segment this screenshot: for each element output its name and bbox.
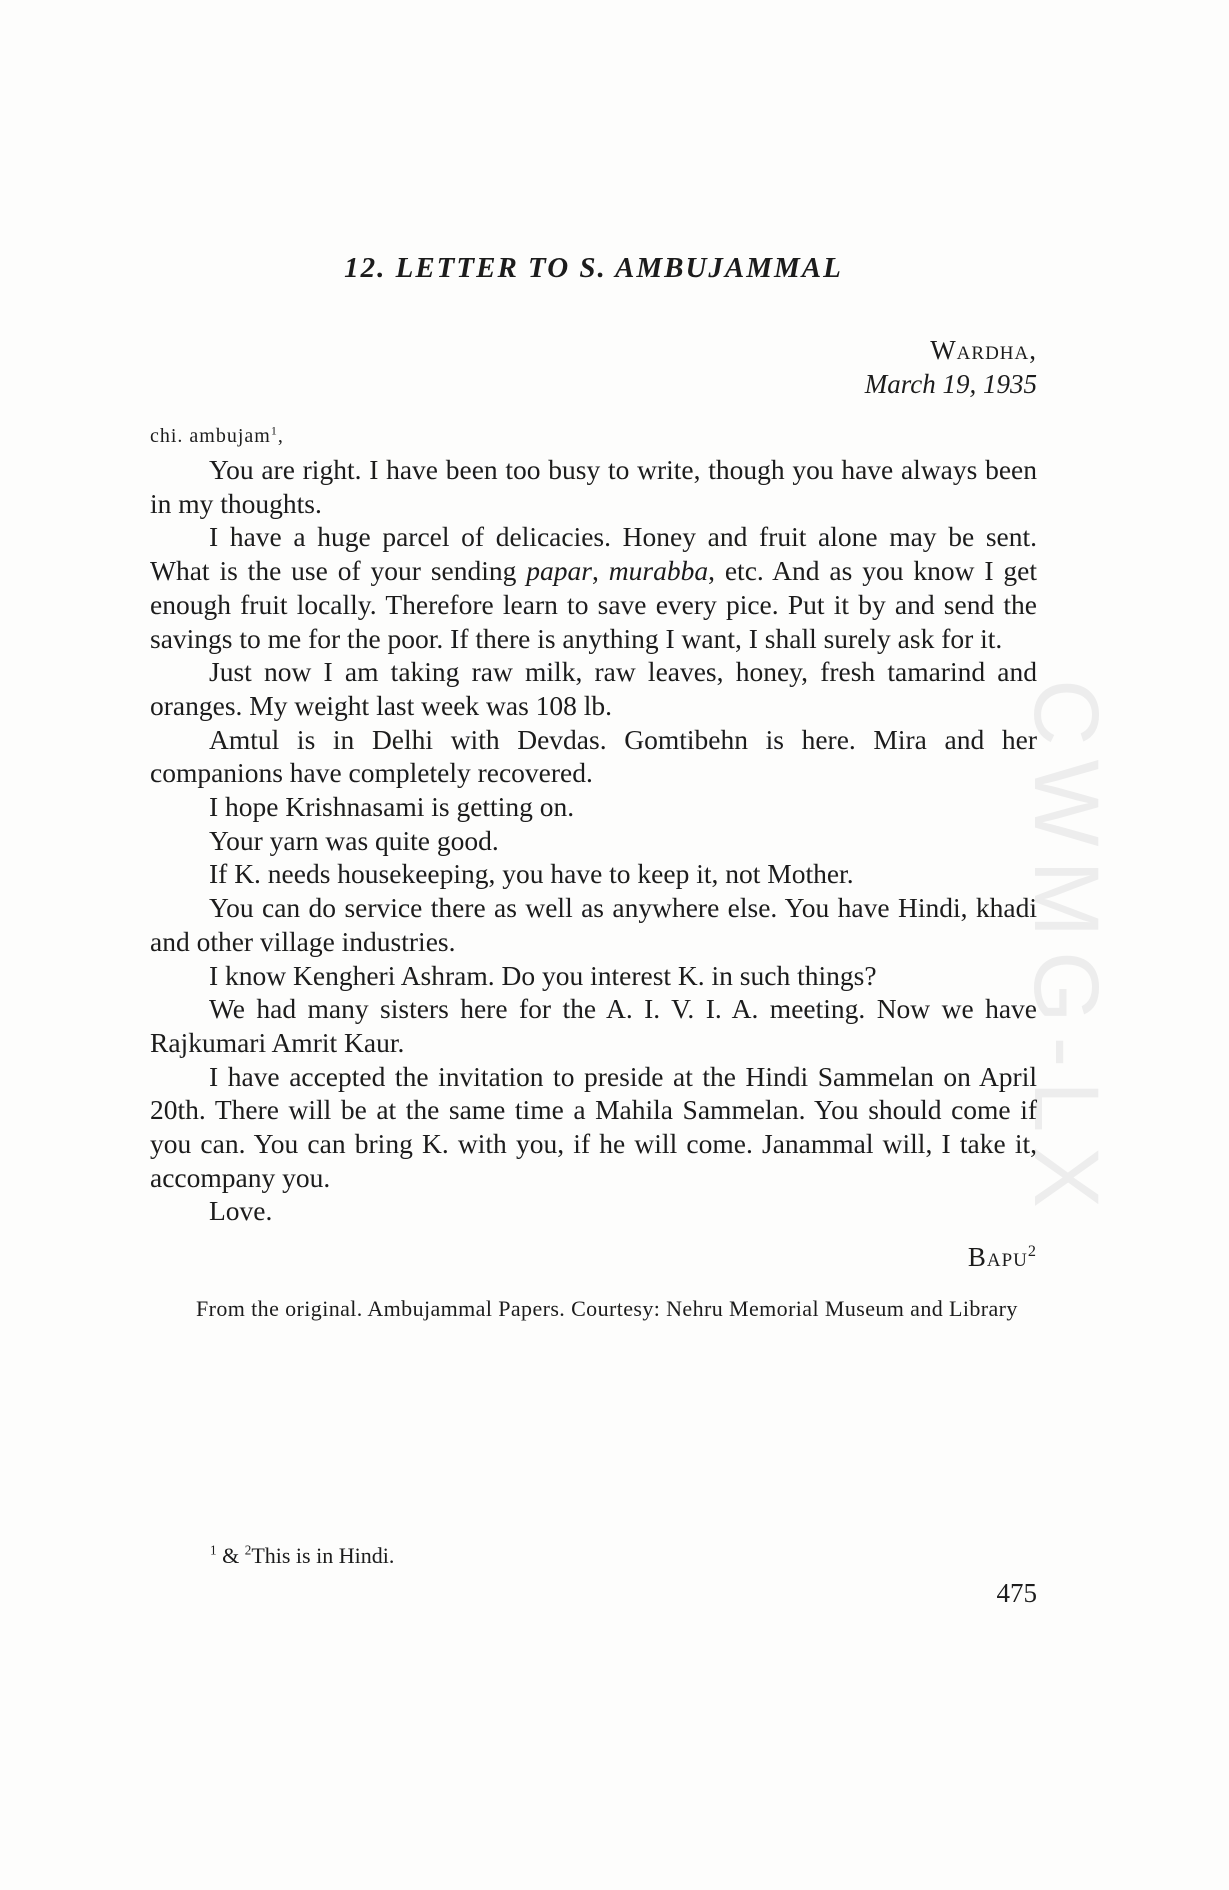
- watermark-text: CWMG-LX: [1014, 678, 1117, 1222]
- letter-body: [150, 453, 1037, 1228]
- paragraph-text: Your yarn was quite good.: [209, 824, 499, 856]
- paragraph-1: [150, 453, 1037, 520]
- paragraph-6: [150, 824, 1037, 858]
- paragraph-text: , etc. And as you know I get enough fruit locally. Therefore learn to save every pice. Put it by and send the savings to me for the poor. If there is anything I want, I shall surely ask for it.: [150, 555, 1038, 654]
- page-number: 475: [996, 1578, 1037, 1608]
- paragraph-text: If K. needs housekeeping, you have to keep it, not Mother.: [209, 858, 854, 890]
- italic-term: murabba: [608, 555, 709, 587]
- paragraph-11: [150, 1060, 1037, 1195]
- paragraph-text: ,: [591, 555, 609, 587]
- paragraph-text: I hope Krishnasami is getting on.: [209, 791, 575, 823]
- paragraph-text: Amtul is in Delhi with Devdas. Gomtibehn is here. Mira and her companions have completely recovered.: [150, 723, 1037, 789]
- paragraph-text: You can do service there as well as anywhere else. You have Hindi, khadi and other village industries.: [150, 892, 1037, 957]
- paragraph-2: [150, 520, 1037, 655]
- paragraph-9: [150, 959, 1037, 993]
- paragraph-10: [150, 992, 1037, 1059]
- source-note: From the original. Ambujammal Papers. Courtesy: Nehru Memorial Museum and Library: [196, 1296, 1018, 1322]
- paragraph-text: I have a huge parcel of delicacies. Honey and fruit alone may be sent. What is the use of your sending: [150, 521, 1037, 587]
- footnote-marker-1: 1: [210, 1542, 217, 1558]
- footnote-amp: &: [216, 1543, 245, 1568]
- letter-title: 12. LETTER TO S. AMBUJAMMAL: [344, 252, 843, 284]
- paragraph-4: [150, 723, 1037, 790]
- footnote-text: This is in Hindi.: [251, 1543, 395, 1568]
- letter-page: [150, 252, 1037, 1325]
- paragraph-text: We had many sisters here for the A. I. V. I. A. meeting. Now we have Rajkumari Amrit Kaur.: [150, 993, 1037, 1058]
- paragraph-7: [150, 857, 1037, 891]
- paragraph-text: Love.: [209, 1195, 273, 1227]
- paragraph-8: [150, 891, 1037, 958]
- italic-term: papar: [526, 555, 592, 587]
- signature-name: Bapu: [967, 1242, 1028, 1273]
- letter-date: March 19, 1935: [864, 369, 1037, 399]
- footnote: [210, 1543, 394, 1569]
- paragraph-text: You are right. I have been too busy to write, though you have always been in my thoughts.: [150, 454, 1037, 519]
- paragraph-text: I know Kengheri Ashram. Do you interest K. in such things?: [209, 959, 877, 991]
- paragraph-text: Just now I am taking raw milk, raw leaves, honey, fresh tamarind and oranges. My weight last week was 108 lb.: [150, 656, 1037, 721]
- salutation-text: chi. ambujam: [150, 425, 271, 447]
- paragraph-5: [150, 790, 1037, 824]
- salutation: [150, 419, 1037, 453]
- paragraph-3: [150, 655, 1037, 722]
- footnote-ref-1: 1: [270, 423, 278, 438]
- paragraph-text: I have accepted the invitation to preside at the Hindi Sammelan on April 20th. There will be at the same time a Mahila Sammelan. You should come if you can. You can bring K. with you, if he will come. Janammal will, I take it, accompany you.: [150, 1060, 1037, 1193]
- footnote-marker-2: 2: [244, 1542, 252, 1558]
- paragraph-12: [150, 1194, 1037, 1228]
- signature: [150, 1240, 1037, 1274]
- salutation-tail: ,: [277, 425, 284, 447]
- letter-place: Wardha,: [930, 335, 1037, 365]
- footnote-ref-2: 2: [1027, 1242, 1037, 1261]
